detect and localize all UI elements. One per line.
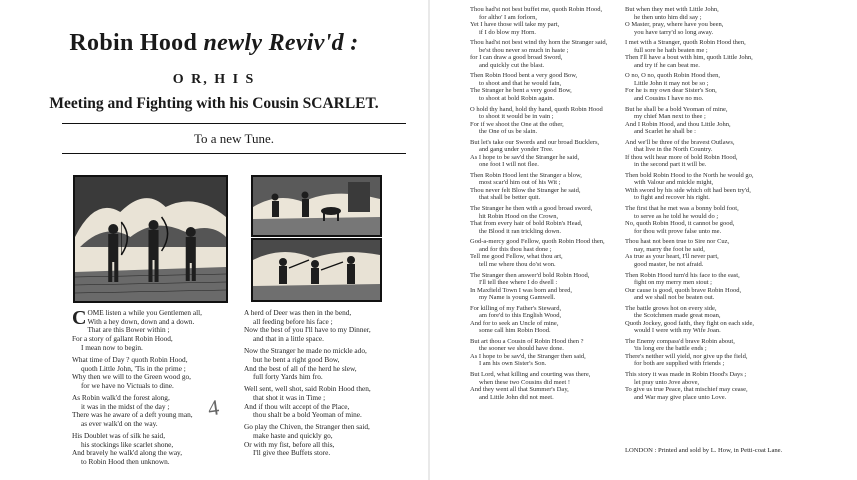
verse-line: Our cause is good, quoth brave Robin Hood, [625,286,742,294]
verse-line: The Stranger then answer'd bold Robin Hood, [470,271,590,279]
verse-line: There's neither will yield, nor give up the field, [625,352,748,360]
verse-line: hit Robin Hood on the Crown, [479,212,559,220]
verse-line: As Robin walk'd the forest along, [72,392,170,402]
verse-line: And if thou wilt accept of the Place, [244,401,350,411]
verse-line: With a hey down, down and a down. [87,316,195,326]
verse-line: 'tis long ere the battle ends ; [634,345,707,353]
verse-line: and Scarlet he shall be : [634,128,696,136]
verse-line: but he bent a right good Bow, [253,354,340,364]
verse-line: the sooner we should have done. [479,345,564,353]
verse-line: And for to seek an Uncle of mine, [470,319,559,327]
verse-line: Quoth Jockey, good faith, they fight on each side, [625,319,755,327]
tune-line: To a new Tune. [194,131,274,146]
verse-line: Thou had'st not best buffet me, quoth Robin Hood, [470,6,603,13]
verse-line: Well sent, well shot, said Robin Hood then, [244,384,371,394]
verse-line: that live in the North Country. [634,146,713,154]
verse-line: But when they met with Little John, [625,6,719,13]
verse-line: and Little John did not meet. [479,393,554,401]
verse-line: with Valour and mickle might, [634,179,714,187]
verse-line: To give us true Peace, that mischief may cease, [625,386,748,394]
right-verse-col2 [625,6,754,401]
verse-line: and that in a little space. [253,334,324,344]
verse-line: that shall be better quit. [479,194,541,202]
verse-line: For killing of my Father's Steward, [470,304,562,312]
verse-line: some call him Robin Hood. [479,327,551,335]
printer-colophon: LONDON : Printed and sold by L. How, in Petti-coat Lane. [625,447,783,454]
verse-line: Thou hast not been true to Sire nor Cuz, [625,238,730,246]
verse-line: That are this Bower within ; [87,325,170,335]
verse-line: to fight and recover his right. [634,194,710,202]
verse-line: For if we shoot the One at the other, [470,120,564,128]
verse-line: let pray unto Jove above, [634,378,700,386]
verse-line: the Blood it ran trickling down. [479,227,561,235]
verse-line: O Master, pray, where have you been, [625,21,724,28]
verse-line: my chief Man next to thee ; [634,113,706,121]
verse-line: But Lord, what killing and courting was there, [470,371,591,379]
verse-line: thou shalt be a bold Yeoman of mine. [253,410,362,420]
verse-line: For a story of gallant Robin Hood, [72,334,173,344]
verse-line: No, quoth Robin Hood, it cannot be good, [625,220,735,228]
woodcut-hunters-icon [251,175,382,237]
verse-line: And they went all that Summer's Day, [470,386,569,394]
verse-line: In Maxfield Town I was born and bred, [470,286,572,294]
ballad-subtitle: Meeting and Fighting with his Cousin SCARLET. [49,95,379,112]
verse-line: the Scotchmen made great moan, [634,312,721,320]
verse-line: to shoot and that he would fain, [479,79,562,87]
title-italic: newly Reviv'd : [203,30,359,56]
verse-line: and War may give place unto Love. [634,393,727,401]
verse-line: make haste and quickly go, [253,431,333,441]
verse-line: in the second part it will be. [634,161,707,169]
verse-line: full forty Yards him fro. [253,372,323,382]
verse-line: to Robin Hood then unknown. [81,457,170,467]
verse-line: I'll tell thee where I do dwell : [479,279,558,286]
verse-line: A herd of Deer was then in the bend, [244,308,352,317]
verse-line: and try if he can beat me. [634,61,700,69]
verse-line: This story it was made in Robin Hood's Days ; [625,371,747,379]
verse-line: his stockings like scarlet shone, [81,439,174,449]
verse-line: There was he aware of a deft young man, [72,410,193,420]
verse-line: Yet I have those will take my part, [470,21,560,28]
verse-line: If thou wilt hear more of bold Robin Hood, [625,153,738,161]
verse-line: for altho' I am forlorn, [479,13,538,21]
verse-line: Then Robin Hood bent a very good Bow, [470,72,578,80]
or-his-line: O R, H I S [172,72,256,87]
verse-line: And the best of all of the herd he slew, [244,363,357,373]
verse-line: and gang under yonder Tree. [479,146,554,154]
verse-line: And bravely he walk'd along the way, [72,448,183,458]
verse-line: Now the best of you I'll have to my Dinner, [244,325,371,335]
verse-line: my Name is young Gamwell. [479,294,556,301]
woodcut-fighters-icon [251,238,382,302]
verse-line: I am his own Sister's Son. [479,360,547,368]
right-verse-col1 [470,6,607,401]
verse-line: am fore'd to this English Wood, [479,312,562,320]
verse-line: God-a-mercy good Fellow, quoth Robin Hood then, [470,238,605,246]
verse-line: And we'll be three of the bravest Outlaws, [625,138,735,146]
verse-line: Then I'll have a bout with him, quoth Little John, [625,54,753,62]
drop-cap: C [72,307,87,329]
verse-line: and we shall not be beaten out. [634,294,715,301]
verse-line: I met with a Stranger, quoth Robin Hood then, [625,39,746,47]
verse-line: quoth Little John, 'Tis in the prime ; [81,363,186,373]
verse-line: fight on my merry men stout ; [634,279,712,286]
verse-line: I mean now to begin. [81,342,143,352]
verse-line: for we have no Victuals to dine. [81,380,174,390]
verse-line: The Enemy compass'd brave Robin about, [625,337,735,345]
verse-line: one foot I will not flee. [479,161,539,169]
verse-line: for I can draw a good broad Sword, [470,54,563,62]
verse-line: that shot it was in Time ; [253,392,326,402]
bottom-rule [62,153,406,154]
ballad-title [0,30,428,57]
left-verse-col2 [244,309,371,458]
verse-line: O no, O no, quoth Robin Hood then, [625,72,720,80]
verse-line: The first that he met was a bonny bold foot, [625,205,739,213]
verse-line: most scar'd him out of his Wit ; [479,179,561,187]
verse-line: to shoot at bold Robin again. [479,94,555,102]
verse-line: and for this thou hast done ; [479,245,552,253]
title-plain: Robin Hood [69,30,204,56]
verse-line: Why then we will to the Green wood go, [72,372,191,382]
verse-line: if I do blow my Horn. [479,28,537,36]
verse-line: when these two Cousins did meet ! [479,378,570,386]
verse-line: as ever walk'd on the way. [81,419,158,429]
verse-line: Little John it may not be so ; [634,79,709,87]
verse-line: for thou wilt prove false unto me. [634,227,722,235]
verse-line: to serve as he told he would do ; [634,212,719,220]
verse-line: As I hope to be sav'd, the Stranger then said, [470,352,586,360]
verse-line: The Stranger he then with a good broad sword, [470,205,593,213]
verse-line: good master, be not afraid. [634,260,704,268]
verse-line: But art thou a Cousin of Robin Hood then ? [470,337,584,345]
verse-line: As I hope to be sav'd the Stranger he said, [470,153,580,161]
left-verse-col1 [72,309,202,467]
verse-line: Now the Stranger he made no mickle ado, [244,346,367,356]
verse-line: I'll give thee Buffets store. [253,448,331,458]
verse-line: nay, marry the foot he said, [634,245,705,253]
verse-line: and Cousins I have no mo. [634,94,704,102]
verse-line: Thou never felt Blow the Stranger he said, [470,186,581,194]
verse-line: Then Robin Hood turn'd his face to the east, [625,271,740,279]
verse-line: full sore he hath beaten me ; [634,46,708,54]
woodcut-archers-icon [73,175,228,303]
verse-line: Then Robin Hood lent the Stranger a blow, [470,171,582,179]
verse-line: What time of Day ? quoth Robin Hood, [72,354,188,364]
verse-line: O hold thy hand, hold thy hand, quoth Robin Hood [470,105,603,113]
verse-line: the One of us be slain. [479,128,538,136]
verse-line: As true as your heart, I'll never part, [625,253,719,261]
verse-line: For he is my own dear Sister's Son, [625,87,717,95]
verse-line: The Stranger he bent a very good Bow, [470,87,572,95]
verse-line: tell me where thou do'st won. [479,260,556,268]
verse-line: for both are supplied with friends ; [634,360,725,368]
verse-line: The battle grows hot on every side, [625,304,717,312]
verse-line: be'st thou never so much in haste ; [479,46,569,54]
verse-line: But he shall be a bold Yeoman of mine, [625,105,728,113]
verse-line: Or with my fist, before all this, [244,439,335,449]
verse-line: all feeding before his face ; [253,316,333,326]
verse-line: and quickly cut the blast. [479,61,545,69]
verse-line: His Doublet was of silk he said, [72,431,166,441]
handwritten-mark: 4 [206,394,221,421]
verse-line: That from every hair of bold Robin's Head, [470,220,583,228]
verse-line: With sword by his side which oft had been try'd, [625,186,751,194]
verse-line: And I Robin Hood, and thou Little John, [625,120,731,128]
top-rule [62,123,406,124]
verse-line: Tell me good Fellow, what thou art, [470,253,563,261]
verse-line: Then bold Robin Hood to the North he would go, [625,171,754,179]
verse-line: you have tarry'd so long away. [634,28,714,36]
verse-line: But let's take our Swords and our broad Bucklers, [470,138,600,146]
verse-line: to shoot it would be in vain ; [479,113,554,121]
verse-line: would I were with my Wife Joan. [634,327,721,335]
verse-line: Thou had'st not best wind thy horn the Stranger said, [470,39,608,47]
verse-line: Go play the Chiven, the Stranger then said, [244,422,370,432]
verse-line: he then unto him did say ; [634,13,702,21]
verse-line: it was in the midst of the day ; [81,401,170,411]
verse-first-line: COME listen a while you Gentlemen all, [72,307,202,329]
